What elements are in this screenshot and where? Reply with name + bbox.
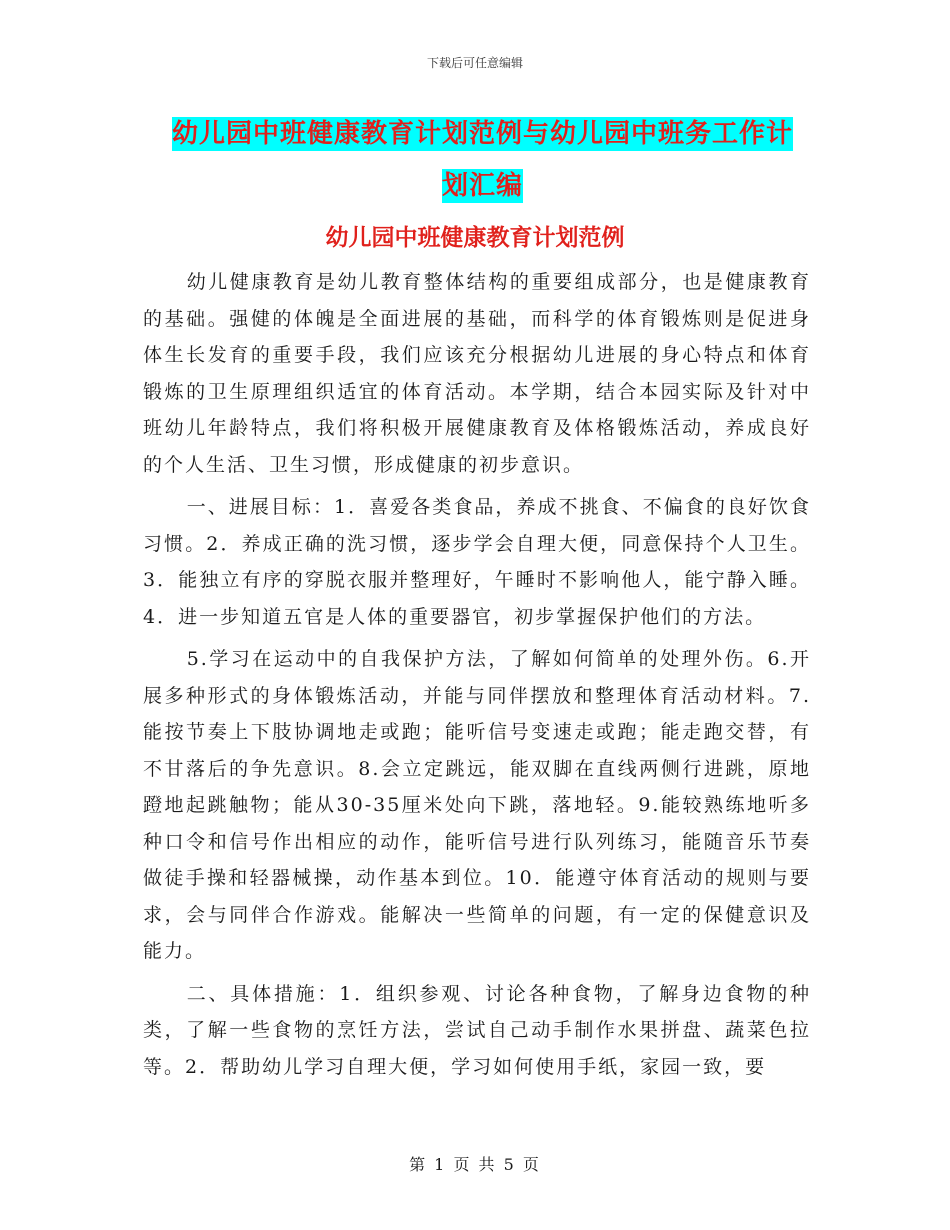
page-number: 第 1 页 共 5 页 (409, 1155, 541, 1174)
paragraph-measures: 二、具体措施：1．组织参观、讨论各种食物，了解身边食物的种类，了解一些食物的烹饪方法，尝试自己动手制作水果拼盘、蔬菜色拉等。2．帮助幼儿学习自理大便，学习如何使用手纸，家园一致，要 (143, 982, 811, 1078)
paragraph-goals: 一、进展目标：1．喜爱各类食品，养成不挑食、不偏食的良好饮食习惯。2．养成正确的洗习惯，逐步学会自理大便，同意保持个人卫生。3．能独立有序的穿脱衣服并整理好，午睡时不影响他人，能宁静入睡。4．进一步知道五官是人体的重要器官，初步掌握保护他们的方法。 (143, 496, 811, 628)
paragraph-intro: 幼儿健康教育是幼儿教育整体结构的重要组成部分，也是健康教育的基础。强健的体魄是全面进展的基础，而科学的体育锻炼则是促进身体生长发育的重要手段，我们应该充分根据幼儿进展的身心特点和体育锻炼的卫生原理组织适宜的体育活动。本学期，结合本园实际及针对中班幼儿年龄特点，我们将积极开展健康教育及体格锻炼活动，养成良好的个人生活、卫生习惯，形成健康的初步意识。 (143, 271, 811, 476)
document-title (150, 108, 815, 212)
section-title: 幼儿园中班健康教育计划范例 (325, 224, 625, 251)
title-line-1: 幼儿园中班健康教育计划范例与幼儿园中班务工作计 (171, 119, 793, 149)
paragraph-goals-continued: 5.学习在运动中的自我保护方法，了解如何简单的处理外伤。6.开展多种形式的身体锻炼活动，并能与同伴摆放和整理体育活动材料。7.能按节奏上下肢协调地走或跑；能听信号变速走或跑；能走跑交替，有不甘落后的争先意识。8.会立定跳远，能双脚在直线两侧行进跳，原地蹬地起跳触物；能从30-35厘米处向下跳，落地轻。9.能较熟练地听多种口令和信号作出相应的动作，能听信号进行队列练习，能随音乐节奏做徒手操和轻器械操，动作基本到位。10．能遵守体育活动的规则与要求，会与同伴合作游戏。能解决一些简单的问题，有一定的保健意识及能力。 (143, 648, 811, 962)
header-note: 下载后可任意编辑 (426, 56, 523, 70)
title-line-2: 划汇编 (441, 171, 523, 201)
document-body (143, 264, 811, 1085)
